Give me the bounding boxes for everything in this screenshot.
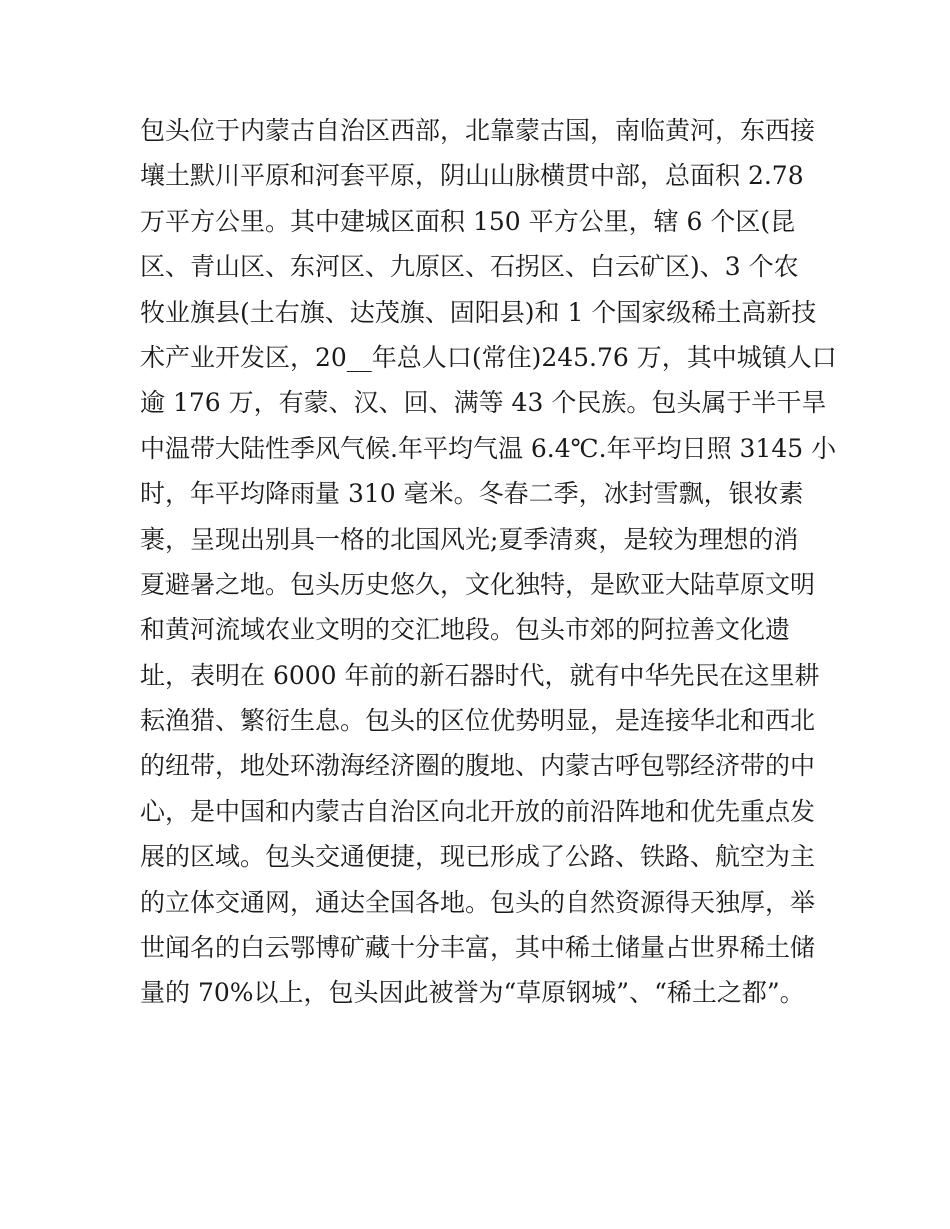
text-line: 的纽带，地处环渤海经济圈的腹地、内蒙古呼包鄂经济带的中 xyxy=(140,751,816,781)
text-line: 世闻名的白云鄂博矿藏十分丰富，其中稀土储量占世界稀土储 xyxy=(140,933,816,963)
text-line: 夏避暑之地。包头历史悠久，文化独特，是欧亚大陆草原文明 xyxy=(140,569,816,599)
text-line: 的立体交通网，通达全国各地。包头的自然资源得天独厚，举 xyxy=(140,887,816,917)
text-line: 中温带大陆性季风气候.年平均气温 6.4℃.年平均日照 3145 小 xyxy=(140,433,837,463)
text-line: 逾 176 万，有蒙、汉、回、满等 43 个民族。包头属于半干旱 xyxy=(140,388,827,418)
text-line: 展的区域。包头交通便捷，现已形成了公路、铁路、航空为主 xyxy=(140,842,816,872)
text-line: 量的 70%以上，包头因此被誉为“草原钢城”、“稀土之都”。 xyxy=(140,978,805,1008)
body-paragraph xyxy=(140,108,837,1016)
text-line: 牧业旗县(土右旗、达茂旗、固阳县)和 1 个国家级稀土高新技 xyxy=(140,297,817,327)
text-line: 术产业开发区，20__年总人口(常住)245.76 万，其中城镇人口 xyxy=(140,342,837,372)
text-line: 裹，呈现出别具一格的北国风光;夏季清爽，是较为理想的消 xyxy=(140,524,799,554)
text-line: 区、青山区、东河区、九原区、石拐区、白云矿区)、3 个农 xyxy=(140,252,799,282)
text-line: 时，年平均降雨量 310 毫米。冬春二季，冰封雪飘，银妆素 xyxy=(140,479,804,509)
text-line: 万平方公里。其中建城区面积 150 平方公里，辖 6 个区(昆 xyxy=(140,206,796,236)
text-line: 壤土默川平原和河套平原，阴山山脉横贯中部，总面积 2.78 xyxy=(140,161,804,191)
text-line: 耘渔猎、繁衍生息。包头的区位优势明显，是连接华北和西北 xyxy=(140,706,816,736)
text-line: 心，是中国和内蒙古自治区向北开放的前沿阵地和优先重点发 xyxy=(140,796,816,826)
text-line: 和黄河流域农业文明的交汇地段。包头市郊的阿拉善文化遗 xyxy=(140,615,791,645)
text-line: 址，表明在 6000 年前的新石器时代，就有中华先民在这里耕 xyxy=(140,660,820,690)
text-line: 包头位于内蒙古自治区西部，北靠蒙古国，南临黄河，东西接 xyxy=(140,116,816,145)
